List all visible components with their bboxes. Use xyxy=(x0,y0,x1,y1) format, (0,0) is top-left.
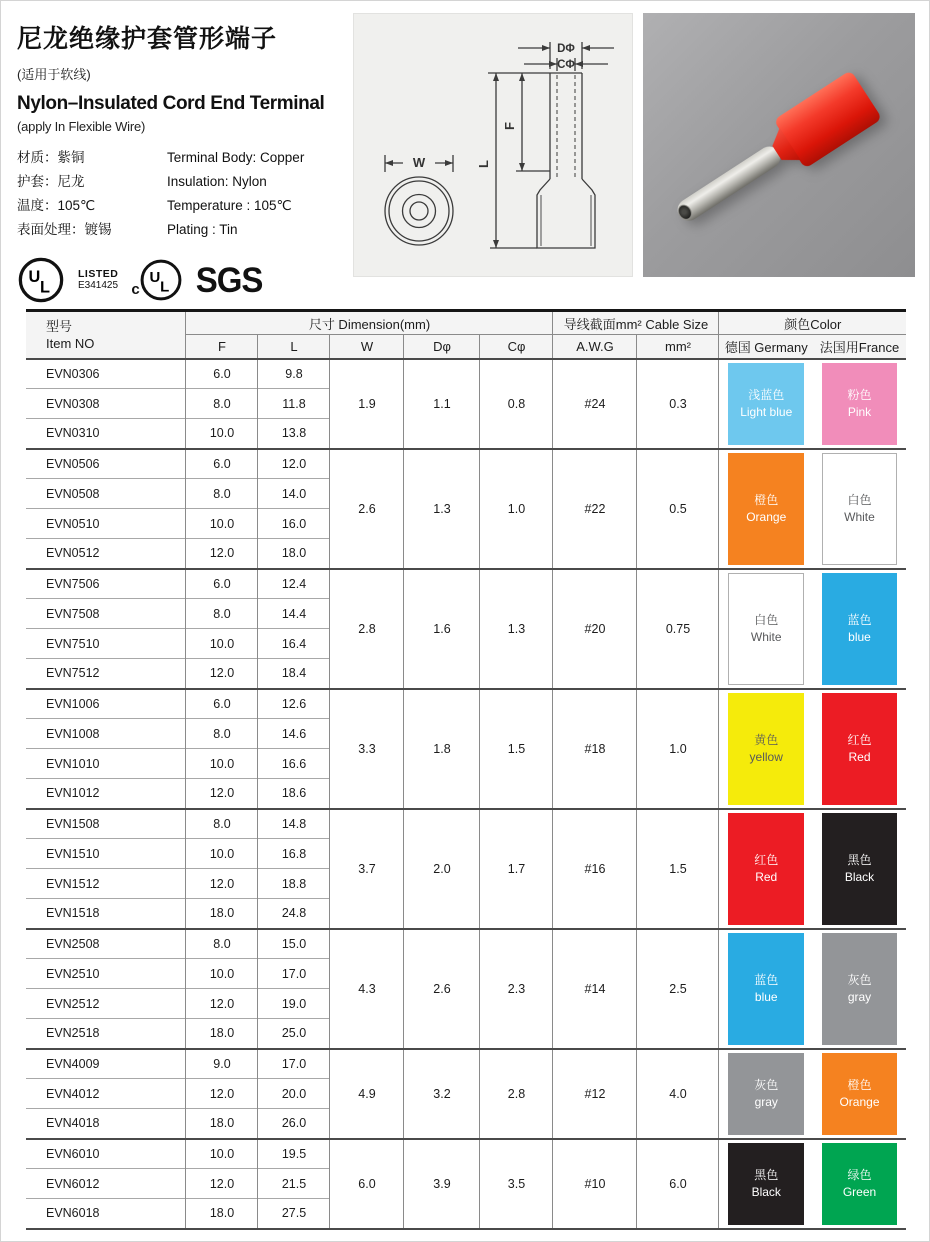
table-row xyxy=(26,689,906,719)
dim-f-cell: 8.0 xyxy=(186,479,258,509)
color-swatch: 橙色 Orange xyxy=(728,453,804,565)
color-swatch: 蓝色 blue xyxy=(728,933,804,1045)
spec-row-material xyxy=(17,146,343,170)
dim-w-cell: 3.3 xyxy=(330,689,404,809)
dim-f-cell: 12.0 xyxy=(186,869,258,899)
svg-text:F: F xyxy=(502,122,517,130)
dim-l-cell: 21.5 xyxy=(258,1169,330,1199)
product-info xyxy=(17,13,343,300)
spec-zh: 护套：尼龙 xyxy=(17,174,85,189)
spec-table-body xyxy=(26,359,906,1229)
dim-cphi-cell: 3.5 xyxy=(480,1139,553,1229)
color-germany-cell xyxy=(719,449,813,569)
color-swatch: 黑色 Black xyxy=(822,813,897,925)
color-swatch: 红色 Red xyxy=(822,693,897,805)
item-no-cell: EVN2510 xyxy=(26,959,186,989)
col-header-dphi: Dφ xyxy=(404,335,480,359)
item-no-cell: EVN6010 xyxy=(26,1139,186,1169)
item-no-cell: EVN0512 xyxy=(26,539,186,569)
page-title-en: Nylon–Insulated Cord End Terminal xyxy=(17,93,325,114)
dim-l-cell: 9.8 xyxy=(258,359,330,389)
col-header-france: 法国用France xyxy=(813,335,906,359)
color-france-cell xyxy=(813,689,906,809)
dim-l-cell: 14.6 xyxy=(258,719,330,749)
svg-text:U: U xyxy=(149,268,161,286)
cul-logo xyxy=(131,258,182,302)
item-no-cell: EVN4012 xyxy=(26,1079,186,1109)
dim-l-cell: 24.8 xyxy=(258,899,330,929)
dim-l-cell: 12.6 xyxy=(258,689,330,719)
dim-l-cell: 18.6 xyxy=(258,779,330,809)
mm2-cell: 1.5 xyxy=(637,809,719,929)
dim-f-cell: 12.0 xyxy=(186,539,258,569)
ul-listed-text xyxy=(78,268,118,292)
col-header-cable-size: 导线截面mm² Cable Size xyxy=(553,311,719,335)
product-photo xyxy=(643,13,915,277)
table-row xyxy=(26,1049,906,1079)
dim-f-cell: 18.0 xyxy=(186,1019,258,1049)
dim-l-cell: 13.8 xyxy=(258,419,330,449)
mm2-cell: 1.0 xyxy=(637,689,719,809)
svg-text:L: L xyxy=(476,160,491,168)
table-row xyxy=(26,449,906,479)
color-germany-cell xyxy=(719,929,813,1049)
dim-cphi-cell: 1.0 xyxy=(480,449,553,569)
awg-cell: #12 xyxy=(553,1049,637,1139)
dim-l-cell: 14.0 xyxy=(258,479,330,509)
dim-l-cell: 15.0 xyxy=(258,929,330,959)
col-header-f: F xyxy=(186,335,258,359)
item-no-cell: EVN2508 xyxy=(26,929,186,959)
dim-f-cell: 8.0 xyxy=(186,719,258,749)
col-header-w: W xyxy=(330,335,404,359)
dim-f-cell: 12.0 xyxy=(186,1169,258,1199)
col-header-cphi: Cφ xyxy=(480,335,553,359)
dim-w-cell: 2.6 xyxy=(330,449,404,569)
dim-f-cell: 6.0 xyxy=(186,569,258,599)
item-no-cell: EVN7510 xyxy=(26,629,186,659)
item-no-cell: EVN1012 xyxy=(26,779,186,809)
color-france-cell xyxy=(813,359,906,449)
color-germany-cell xyxy=(719,1049,813,1139)
dim-l-cell: 16.6 xyxy=(258,749,330,779)
dim-l-cell: 17.0 xyxy=(258,1049,330,1079)
col-header-dimension: 尺寸 Dimension(mm) xyxy=(186,311,553,335)
color-germany-cell xyxy=(719,1139,813,1229)
svg-text:L: L xyxy=(159,278,169,296)
certification-logos xyxy=(17,256,343,304)
subtitle-en: (apply In Flexible Wire) xyxy=(17,119,146,134)
dim-l-cell: 11.8 xyxy=(258,389,330,419)
item-no-cell: EVN0308 xyxy=(26,389,186,419)
dim-w-cell: 2.8 xyxy=(330,569,404,689)
dim-f-cell: 8.0 xyxy=(186,599,258,629)
dim-f-cell: 10.0 xyxy=(186,839,258,869)
color-germany-cell xyxy=(719,359,813,449)
dim-w-cell: 3.7 xyxy=(330,809,404,929)
dim-f-cell: 10.0 xyxy=(186,959,258,989)
spec-row-temperature xyxy=(17,194,343,218)
svg-text:W: W xyxy=(412,155,426,170)
dim-f-cell: 9.0 xyxy=(186,1049,258,1079)
item-no-cell: EVN0306 xyxy=(26,359,186,389)
item-no-cell: EVN1510 xyxy=(26,839,186,869)
svg-text:DΦ: DΦ xyxy=(557,43,575,55)
sgs-logo: SGS xyxy=(195,259,263,300)
dim-dphi-cell: 3.9 xyxy=(404,1139,480,1229)
dim-f-cell: 6.0 xyxy=(186,449,258,479)
awg-cell: #20 xyxy=(553,569,637,689)
terminal-metal-tube xyxy=(673,142,784,225)
dim-l-cell: 18.0 xyxy=(258,539,330,569)
col-header-mm2: mm² xyxy=(637,335,719,359)
dim-cphi-cell: 2.3 xyxy=(480,929,553,1049)
dim-l-cell: 17.0 xyxy=(258,959,330,989)
item-no-cell: EVN0510 xyxy=(26,509,186,539)
terminal-image xyxy=(664,70,883,240)
col-header-l: L xyxy=(258,335,330,359)
item-no-cell: EVN4009 xyxy=(26,1049,186,1079)
dim-cphi-cell: 0.8 xyxy=(480,359,553,449)
dim-l-cell: 12.4 xyxy=(258,569,330,599)
spec-row-insulation xyxy=(17,170,343,194)
dim-cphi-cell: 1.3 xyxy=(480,569,553,689)
dim-f-cell: 10.0 xyxy=(186,629,258,659)
spec-en: Temperature : 105℃ xyxy=(167,198,292,213)
dim-l-cell: 18.8 xyxy=(258,869,330,899)
table-row xyxy=(26,359,906,389)
dim-dphi-cell: 3.2 xyxy=(404,1049,480,1139)
color-france-cell xyxy=(813,1049,906,1139)
spec-table xyxy=(26,309,906,1230)
dim-cphi-cell: 1.7 xyxy=(480,809,553,929)
item-no-cell: EVN2512 xyxy=(26,989,186,1019)
dim-l-cell: 19.0 xyxy=(258,989,330,1019)
awg-cell: #16 xyxy=(553,809,637,929)
item-no-cell: EVN0508 xyxy=(26,479,186,509)
color-france-cell xyxy=(813,809,906,929)
item-no-cell: EVN1518 xyxy=(26,899,186,929)
awg-cell: #10 xyxy=(553,1139,637,1229)
color-germany-cell xyxy=(719,689,813,809)
table-row xyxy=(26,569,906,599)
page-title-zh: 尼龙绝缘护套管形端子 xyxy=(17,25,278,53)
col-header-color: 颜色Color xyxy=(719,311,906,335)
awg-cell: #14 xyxy=(553,929,637,1049)
dim-f-cell: 6.0 xyxy=(186,689,258,719)
color-france-cell xyxy=(813,569,906,689)
ul-file-number: E341425 xyxy=(78,280,119,291)
color-swatch: 白色 White xyxy=(822,453,897,565)
mm2-cell: 6.0 xyxy=(637,1139,719,1229)
dim-f-cell: 12.0 xyxy=(186,1079,258,1109)
item-no-cell: EVN6012 xyxy=(26,1169,186,1199)
dim-f-cell: 18.0 xyxy=(186,899,258,929)
item-no-cell: EVN7508 xyxy=(26,599,186,629)
dim-cphi-cell: 1.5 xyxy=(480,689,553,809)
color-swatch: 白色 White xyxy=(728,573,804,685)
color-swatch: 粉色 Pink xyxy=(822,363,897,445)
item-no-cell: EVN1008 xyxy=(26,719,186,749)
subtitle-zh: (适用于软线) xyxy=(17,67,91,82)
listed-label: LISTED xyxy=(78,268,119,280)
dim-f-cell: 18.0 xyxy=(186,1109,258,1139)
mm2-cell: 2.5 xyxy=(637,929,719,1049)
color-germany-cell xyxy=(719,809,813,929)
dim-f-cell: 18.0 xyxy=(186,1199,258,1229)
spec-en: Plating : Tin xyxy=(167,222,238,237)
dim-w-cell: 4.3 xyxy=(330,929,404,1049)
col-header-item-no: 型号 Item NO xyxy=(26,311,186,359)
dim-dphi-cell: 1.3 xyxy=(404,449,480,569)
dim-l-cell: 12.0 xyxy=(258,449,330,479)
color-swatch: 灰色 gray xyxy=(728,1053,804,1135)
item-no-cell: EVN7512 xyxy=(26,659,186,689)
svg-text:U: U xyxy=(28,267,41,286)
color-france-cell xyxy=(813,929,906,1049)
dim-l-cell: 26.0 xyxy=(258,1109,330,1139)
dim-f-cell: 8.0 xyxy=(186,389,258,419)
mm2-cell: 0.75 xyxy=(637,569,719,689)
dim-f-cell: 12.0 xyxy=(186,779,258,809)
dim-dphi-cell: 1.8 xyxy=(404,689,480,809)
dim-f-cell: 10.0 xyxy=(186,419,258,449)
ul-logo-icon xyxy=(17,256,65,304)
dim-l-cell: 16.8 xyxy=(258,839,330,869)
dim-f-cell: 10.0 xyxy=(186,1139,258,1169)
item-no-cell: EVN7506 xyxy=(26,569,186,599)
dim-l-cell: 16.4 xyxy=(258,629,330,659)
dim-dphi-cell: 1.1 xyxy=(404,359,480,449)
spec-row-plating xyxy=(17,218,343,242)
table-row xyxy=(26,929,906,959)
dim-f-cell: 10.0 xyxy=(186,509,258,539)
dim-w-cell: 1.9 xyxy=(330,359,404,449)
item-no-cell: EVN0506 xyxy=(26,449,186,479)
color-swatch: 黑色 Black xyxy=(728,1143,804,1225)
col-header-awg: A.W.G xyxy=(553,335,637,359)
header-section xyxy=(17,13,915,300)
mm2-cell: 0.5 xyxy=(637,449,719,569)
awg-cell: #24 xyxy=(553,359,637,449)
color-swatch: 绿色 Green xyxy=(822,1143,897,1225)
terminal-tube-hole xyxy=(675,202,695,222)
dim-l-cell: 27.5 xyxy=(258,1199,330,1229)
spec-table-header xyxy=(26,311,906,359)
dim-w-cell: 6.0 xyxy=(330,1139,404,1229)
item-no-cell: EVN1010 xyxy=(26,749,186,779)
mm2-cell: 4.0 xyxy=(637,1049,719,1139)
mm2-cell: 0.3 xyxy=(637,359,719,449)
item-no-cell: EVN1512 xyxy=(26,869,186,899)
color-swatch: 红色 Red xyxy=(728,813,804,925)
spec-zh: 表面处理：镀锡 xyxy=(17,222,112,237)
col-header-germany: 德国 Germany xyxy=(719,335,813,359)
technical-diagram xyxy=(353,13,633,277)
dim-f-cell: 12.0 xyxy=(186,659,258,689)
spec-en: Terminal Body: Copper xyxy=(167,150,305,165)
dim-l-cell: 18.4 xyxy=(258,659,330,689)
dim-dphi-cell: 1.6 xyxy=(404,569,480,689)
dim-l-cell: 19.5 xyxy=(258,1139,330,1169)
dim-f-cell: 8.0 xyxy=(186,809,258,839)
dim-l-cell: 14.4 xyxy=(258,599,330,629)
item-no-cell: EVN4018 xyxy=(26,1109,186,1139)
table-row xyxy=(26,809,906,839)
item-no-cell: EVN2518 xyxy=(26,1019,186,1049)
spec-list xyxy=(17,146,343,242)
color-swatch: 蓝色 blue xyxy=(822,573,897,685)
dim-dphi-cell: 2.0 xyxy=(404,809,480,929)
dim-w-cell: 4.9 xyxy=(330,1049,404,1139)
spec-zh: 温度：105℃ xyxy=(17,198,96,213)
dim-l-cell: 25.0 xyxy=(258,1019,330,1049)
dim-l-cell: 20.0 xyxy=(258,1079,330,1109)
svg-text:CΦ: CΦ xyxy=(557,59,575,71)
item-no-cell: EVN1006 xyxy=(26,689,186,719)
color-swatch: 灰色 gray xyxy=(822,933,897,1045)
spec-zh: 材质：紫铜 xyxy=(17,150,85,165)
awg-cell: #22 xyxy=(553,449,637,569)
item-no-cell: EVN1508 xyxy=(26,809,186,839)
dim-f-cell: 12.0 xyxy=(186,989,258,1019)
dim-f-cell: 6.0 xyxy=(186,359,258,389)
color-france-cell xyxy=(813,449,906,569)
table-row xyxy=(26,1139,906,1169)
item-no-cell: EVN6018 xyxy=(26,1199,186,1229)
dim-dphi-cell: 2.6 xyxy=(404,929,480,1049)
svg-text:L: L xyxy=(40,278,51,297)
item-no-cell: EVN0310 xyxy=(26,419,186,449)
dim-l-cell: 16.0 xyxy=(258,509,330,539)
color-swatch: 橙色 Orange xyxy=(822,1053,897,1135)
ul-logo-icon xyxy=(139,258,183,302)
dim-f-cell: 10.0 xyxy=(186,749,258,779)
dim-l-cell: 14.8 xyxy=(258,809,330,839)
color-germany-cell xyxy=(719,569,813,689)
cul-prefix: c xyxy=(131,281,140,298)
color-france-cell xyxy=(813,1139,906,1229)
dim-cphi-cell: 2.8 xyxy=(480,1049,553,1139)
spec-en: Insulation: Nylon xyxy=(167,174,267,189)
dim-f-cell: 8.0 xyxy=(186,929,258,959)
color-swatch: 浅蓝色 Light blue xyxy=(728,363,804,445)
awg-cell: #18 xyxy=(553,689,637,809)
color-swatch: 黄色 yellow xyxy=(728,693,804,805)
